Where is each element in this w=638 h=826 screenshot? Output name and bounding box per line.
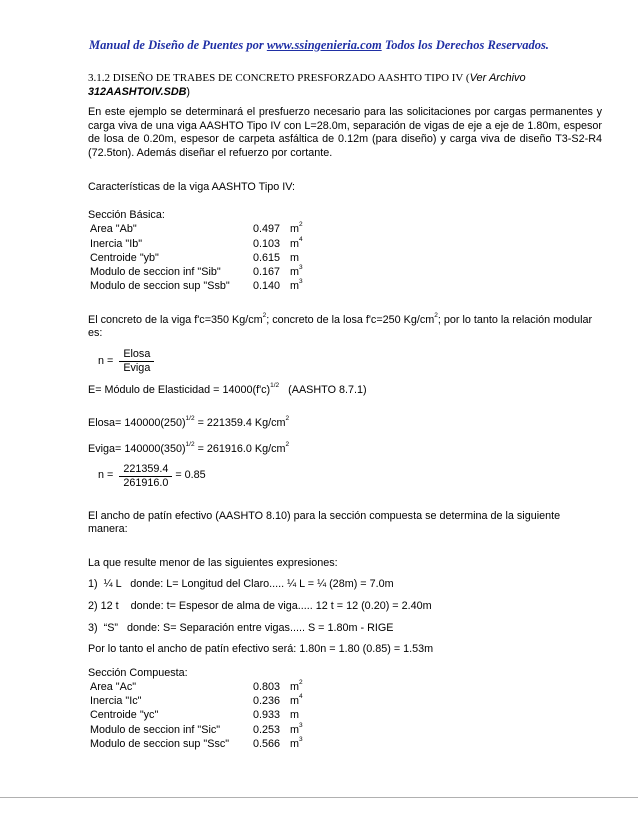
row-value: 0.253 [253, 723, 281, 736]
row-label: Modulo de seccion sup "Ssb" [90, 280, 230, 293]
row-label: Modulo de seccion inf "Sib" [90, 265, 221, 278]
table-row [90, 251, 303, 265]
row-label: Area "Ab" [90, 223, 137, 236]
row-label: Centroide "yc" [90, 709, 159, 722]
composite-section-heading: Sección Compuesta: [88, 666, 188, 679]
table-row [90, 695, 303, 709]
footer-divider [0, 797, 638, 798]
row-unit: $m^2$ [290, 679, 303, 693]
header-link[interactable]: www.ssingenieria.com [266, 38, 382, 52]
row-value: 0.933 [253, 709, 281, 722]
row-unit: $m^4$ [290, 235, 303, 250]
concrete-paragraph: El concreto de la viga f'c=350 $Kg/cm^2$; concreto de la losa f'c=250 $Kg/cm^2$; por lo tanto la relación modular es: [88, 311, 593, 340]
row-label: Centroide "yb" [90, 251, 159, 264]
expression-3: 3) “S” donde: S= Separación entre vigas..... S = 1.80m - RIGE [88, 621, 394, 634]
n-fraction: $\frac{\text{Elosa}}{\text{Eviga}}$ [119, 348, 154, 375]
lesser-heading: La que resulte menor de las siguientes expresiones: [88, 556, 338, 569]
section-file: 312AASHTOIV.SDB) [88, 85, 191, 98]
row-value: 0.615 [253, 251, 281, 264]
header-suffix: Todos los Derechos Reservados. [381, 38, 549, 52]
n-formula: n = $\frac{\text{Elosa}}{\text{Eviga}}$ [98, 348, 602, 375]
table-row [90, 709, 303, 723]
row-unit: m [290, 709, 299, 722]
table-row [90, 237, 303, 251]
basic-section-heading: Sección Básica: [88, 209, 165, 222]
table-row [90, 265, 303, 279]
header-prefix: Manual de Diseño de Puentes por [89, 38, 267, 52]
table-row [90, 723, 303, 737]
row-value: 0.236 [253, 695, 281, 708]
row-value: 0.103 [253, 237, 281, 250]
row-unit: $m^3$ [290, 278, 303, 293]
composite-section-table [90, 680, 303, 751]
eviga-line: Eviga= $140000(350)^{1/2} = 261916.0$ $Kg/cm^2$ [88, 441, 290, 456]
effective-width-line: Por lo tanto el ancho de patín efectivo será: 1.80n = 1.80 (0.85) = 1.53m [88, 643, 434, 656]
table-row [90, 737, 303, 751]
row-unit: $m^3$ [290, 721, 303, 736]
elosa-line: Elosa= $140000(250)^{1/2} = 221359.4$ $Kg/cm^2$ [88, 415, 290, 430]
row-label: Area "Ac" [90, 681, 137, 693]
row-value: 0.140 [253, 280, 281, 293]
n-value-formula: n = $\frac{221359.4}{261916.0}$ = 0.85 [98, 462, 206, 489]
row-label: Modulo de seccion inf "Sic" [90, 723, 221, 736]
modulus-line: E= Módulo de Elasticidad = $14000(f'c)^{1/2}$ (AASHTO 8.7.1) [88, 381, 367, 396]
row-unit: $m^4$ [290, 693, 303, 708]
n-value-result: = 0.85 [175, 469, 206, 482]
row-value: 0.566 [253, 737, 281, 750]
row-value: 0.167 [253, 265, 281, 278]
row-label: Modulo de seccion sup "Ssc" [90, 737, 230, 750]
expression-2: 2) 12 t donde: t= Espesor de alma de viga..... 12 t = 12 (0.20) = 2.40m [88, 600, 432, 613]
beam-heading: Características de la viga AASHTO Tipo IV: [88, 180, 296, 193]
row-label: Inercia "Ic" [90, 695, 142, 708]
row-value: 0.803 [253, 681, 281, 693]
row-unit: $m^3$ [290, 263, 303, 278]
row-unit: $m^2$ [290, 221, 303, 236]
row-label: Inercia "Ib" [90, 237, 143, 250]
n-value-fraction: $\frac{221359.4}{261916.0}$ [119, 463, 172, 490]
row-unit: m [290, 251, 299, 264]
intro-paragraph: En este ejemplo se determinará el presfuerzo necesario para las solicitaciones por cargas permanentes y carga viva de una viga AASHTO Tipo IV con L=28.0m, separación de vigas de eje a eje de 1.80m, espesor de losa de 0.20m, espesor de carpeta asfáltica de 0.12m (para diseño) y carga viva de diseño T3-S2-R4 (72.5ton). Además diseñar el refuerzo por cortante. [88, 106, 602, 159]
document-body [88, 72, 602, 751]
section-title: 3.1.2 DISEÑO DE TRABES DE CONCRETO PRESFORZADO AASHTO TIPO IV (Ver Archivo [88, 72, 526, 84]
page-header [0, 38, 638, 53]
basic-section-table [90, 223, 303, 294]
expression-1: 1) ¼ L donde: L= Longitud del Claro..... ¼ L = ¼ (28m) = 7.0m [88, 578, 394, 591]
table-row [90, 280, 303, 294]
table-row [90, 223, 303, 237]
row-value: 0.497 [253, 223, 281, 236]
flange-intro: El ancho de patín efectivo (AASHTO 8.10) para la sección compuesta se determina de la siguiente manera: [88, 509, 561, 536]
table-row [90, 680, 303, 694]
row-unit: $m^3$ [290, 735, 303, 750]
